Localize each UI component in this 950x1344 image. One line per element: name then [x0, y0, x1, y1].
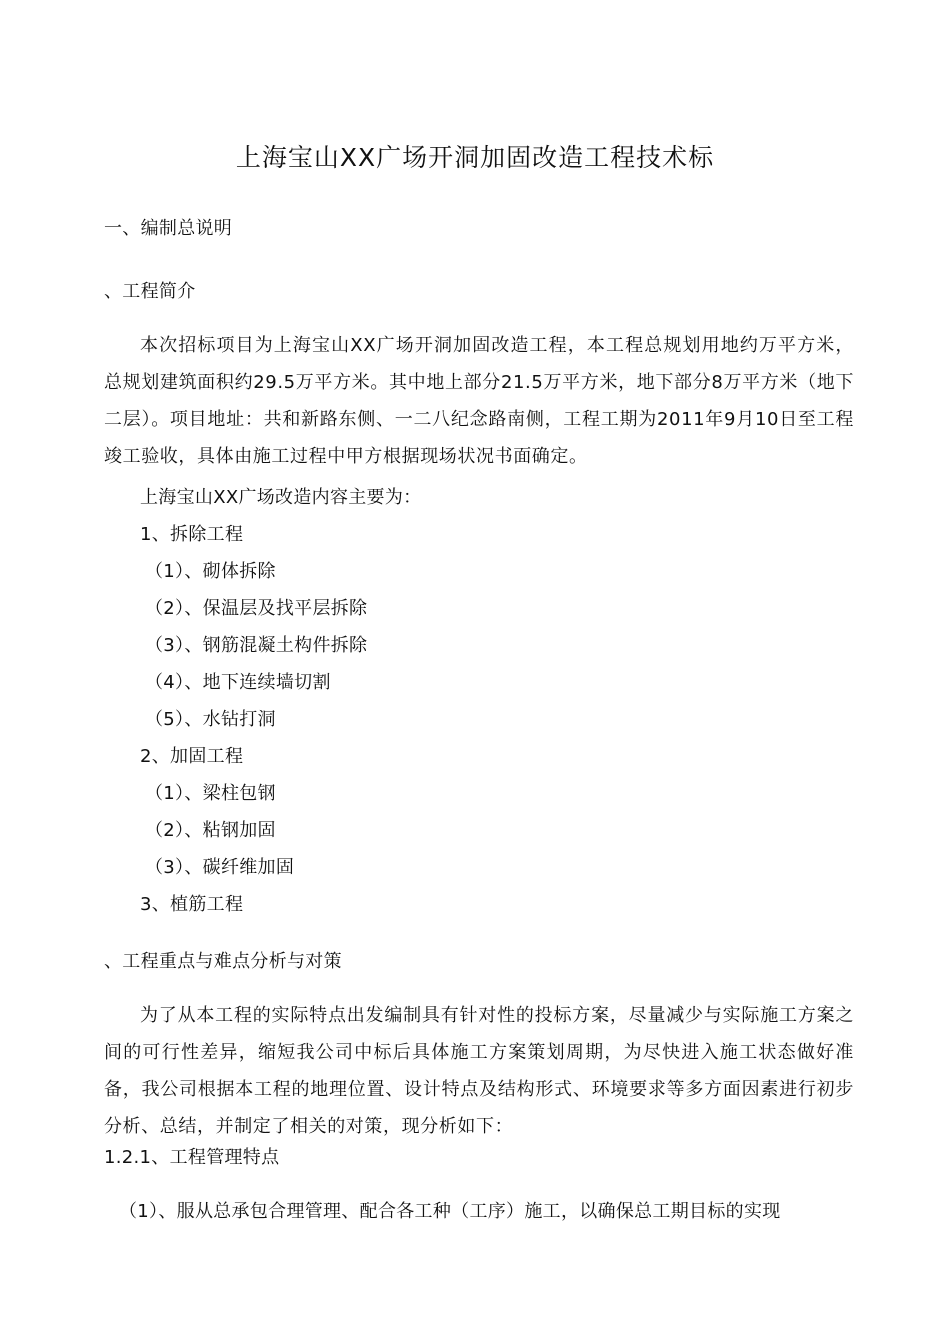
document-title: 上海宝山XX广场开洞加固改造工程技术标 [235, 143, 715, 172]
scope-subitem: （2）、粘钢加固 [145, 820, 276, 841]
scope-item: 3、植筋工程 [140, 894, 244, 915]
scope-subitem: （1）、砌体拆除 [145, 561, 276, 582]
scope-subitem: （5）、水钻打洞 [145, 709, 276, 730]
scope-item: 2、加固工程 [140, 746, 244, 767]
scope-subitem: （2）、保温层及找平层拆除 [145, 598, 368, 619]
subsection-heading: 1.2.1、工程管理特点 [104, 1147, 280, 1168]
section-heading: 一、编制总说明 [104, 218, 233, 239]
analysis-paragraph: 为了从本工程的实际特点出发编制具有针对性的投标方案，尽量减少与实际施工方案之间的可行性差异，缩短我公司中标后具体施工方案策划周期，为尽快进入施工状态做好准备，我公司根据本工程的地理位置、设计特点及结构形式、环境要求等多方面因素进行初步分析、总结，并制定了相关的对策，现分析如下： [104, 1005, 854, 1137]
subsection-heading: 、工程简介 [104, 281, 196, 302]
intro-paragraph: 本次招标项目为上海宝山XX广场开洞加固改造工程，本工程总规划用地约万平方米，总规划建筑面积约29.5万平方米。其中地上部分21.5万平方米，地下部分8万平方米（地下二层）。项目地址：共和新路东侧、一二八纪念路南侧，工程工期为2011年9月10日至工程竣工验收，具体由施工过程中甲方根据现场状况书面确定。 [104, 335, 854, 467]
scope-subitem: （1）、梁柱包钢 [145, 783, 276, 804]
scope-item: 1、拆除工程 [140, 524, 244, 545]
scope-intro: 上海宝山XX广场改造内容主要为： [140, 487, 422, 508]
scope-subitem: （3）、钢筋混凝土构件拆除 [145, 635, 368, 656]
scope-subitem: （4）、地下连续墙切割 [145, 672, 331, 693]
management-item: （1）、服从总承包合理管理、配合各工种（工序）施工，以确保总工期目标的实现 [119, 1201, 781, 1222]
scope-subitem: （3）、碳纤维加固 [145, 857, 295, 878]
subsection-heading: 、工程重点与难点分析与对策 [104, 951, 342, 972]
